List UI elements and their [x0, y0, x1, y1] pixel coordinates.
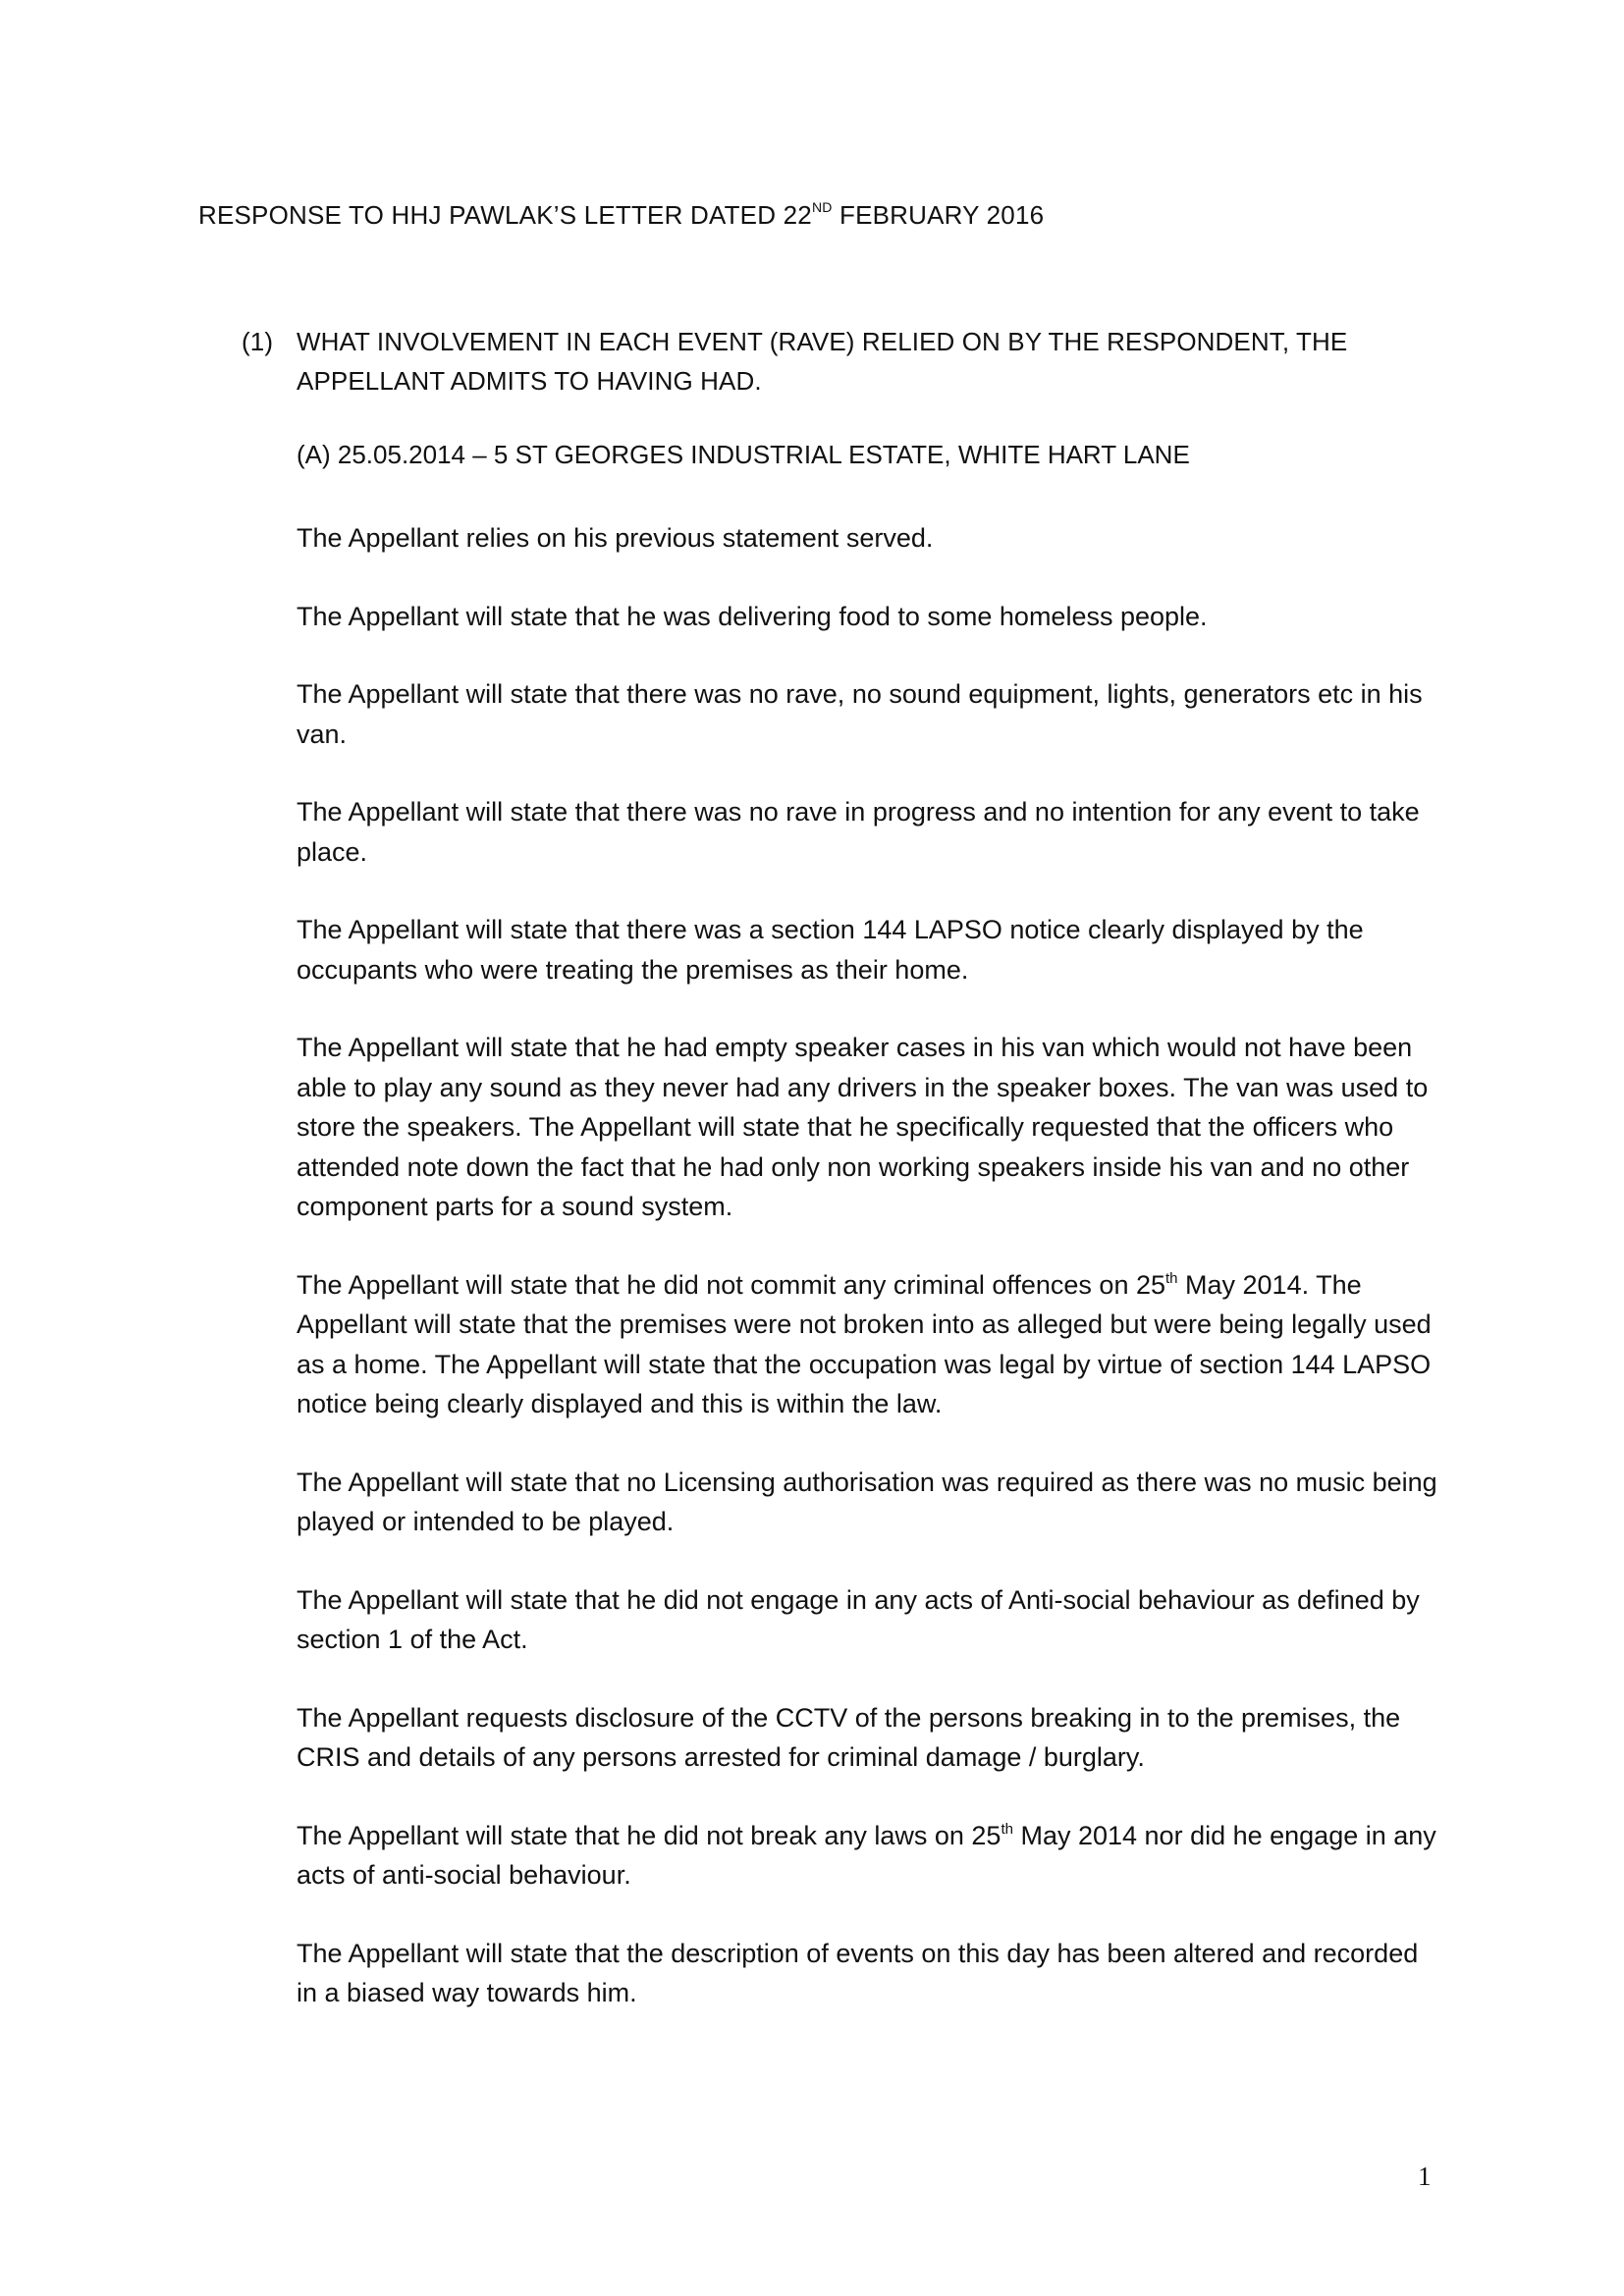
section-heading-text: WHAT INVOLVEMENT IN EACH EVENT (RAVE) RELIED ON BY THE RESPONDENT, THE APPELLANT ADMITS TO HAVING HAD. [297, 327, 1348, 396]
body-text [297, 518, 1445, 2052]
paragraph-text: The Appellant will state that he did not commit any criminal offences on 25 [297, 1269, 1165, 1300]
page-number: 1 [1418, 2162, 1432, 2191]
section-heading [242, 322, 1420, 400]
paragraph: The Appellant relies on his previous statement served. [297, 523, 934, 553]
paragraph: The Appellant requests disclosure of the CCTV of the persons breaking in to the premises, the CRIS and details of any persons arrested for criminal damage / burglary. [297, 1702, 1401, 1772]
paragraph: The Appellant will state that he had empty speaker cases in his van which would not have been able to play any sound as they never had any drivers in the speaker boxes. The van was used to store the speakers. The Appellant will state that he specifically requested that the officers who attended note down the fact that he had only non working speakers inside his van and no other component parts for a sound system. [297, 1033, 1429, 1221]
paragraph-text: The Appellant will state that he did not break any laws on 25 [297, 1820, 1001, 1850]
title-text-end: FEBRUARY 2016 [832, 200, 1045, 230]
section-number: (1) [242, 327, 274, 356]
paragraph-text: May 2014 nor did he engage in any acts of anti-social behaviour. [297, 1820, 1436, 1890]
ordinal-superscript: th [1001, 1820, 1013, 1838]
paragraph: The Appellant will state that there was no rave, no sound equipment, lights, generators etc in his van. [297, 679, 1423, 749]
title-superscript: ND [811, 199, 833, 216]
ordinal-superscript: th [1165, 1269, 1178, 1287]
paragraph-text: May 2014. The Appellant will state that the premises were not broken into as alleged but were being legally used as a home. The Appellant will state that the occupation was legal by virtue of section 144 LAPSO notice being clearly displayed and this is within the law. [297, 1269, 1432, 1418]
subsection-heading: (A) 25.05.2014 – 5 ST GEORGES INDUSTRIAL ESTATE, WHITE HART LANE [297, 440, 1190, 469]
paragraph [297, 1816, 1445, 1896]
paragraph: The Appellant will state that there was no rave in progress and no intention for any event to take place. [297, 797, 1420, 867]
paragraph: The Appellant will state that the description of events on this day has been altered and recorded in a biased way towards him. [297, 1938, 1419, 2007]
title-text: RESPONSE TO HHJ PAWLAK’S LETTER DATED 22 [198, 200, 812, 230]
paragraph: The Appellant will state that he was delivering food to some homeless people. [297, 601, 1208, 631]
paragraph: The Appellant will state that there was a section 144 LAPSO notice clearly displayed by the occupants who were treating the premises as their home. [297, 915, 1364, 985]
paragraph: The Appellant will state that he did not engage in any acts of Anti-social behaviour as defined by section 1 of the Act. [297, 1584, 1420, 1654]
document-title [198, 200, 1044, 231]
paragraph: The Appellant will state that no Licensing authorisation was required as there was no music being played or intended to be played. [297, 1467, 1437, 1536]
paragraph [297, 1265, 1445, 1424]
